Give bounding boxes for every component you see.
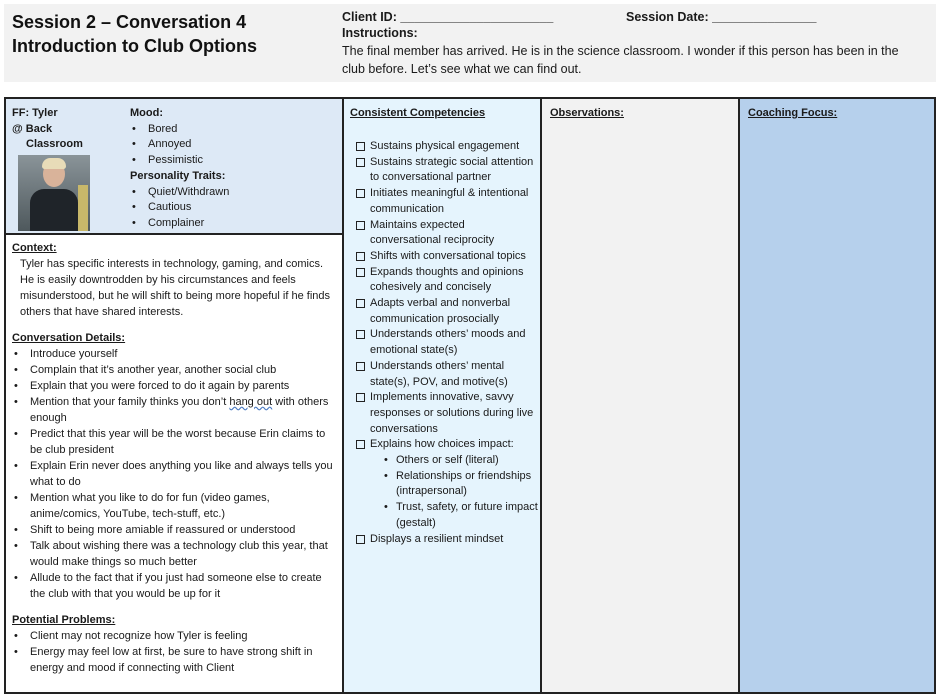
competency-label: Implements innovative, savvy responses or solutions during live conversations bbox=[370, 391, 534, 435]
competency-item bbox=[356, 155, 538, 186]
competency-item bbox=[356, 296, 538, 327]
context-section bbox=[12, 240, 338, 676]
item-text-tail: with others enough bbox=[30, 396, 329, 424]
list-item: • Explain that you were forced to do it again by parents bbox=[12, 378, 338, 394]
competency-label: Sustains physical engagement bbox=[370, 140, 520, 152]
context-text: Tyler has specific interests in technology, gaming, and comics. He is easily downtrodden by his circumstances and feels misunderstood, but he will shift to being more hopeful if he finds others that have shared interests. bbox=[20, 258, 331, 318]
competencies-column bbox=[342, 99, 540, 692]
competency-label: Maintains expected conversational reciprocity bbox=[370, 218, 495, 247]
mood-section bbox=[130, 106, 229, 232]
page-title bbox=[12, 10, 257, 58]
avatar-body bbox=[30, 189, 78, 231]
competency-item bbox=[356, 139, 538, 155]
competencies-list bbox=[356, 139, 538, 547]
coaching-focus-heading: Coaching Focus: bbox=[748, 107, 838, 119]
competency-item bbox=[356, 327, 538, 358]
list-item: • Complainer bbox=[130, 216, 229, 232]
competency-item bbox=[356, 532, 538, 548]
competency-item bbox=[356, 359, 538, 390]
left-column bbox=[6, 99, 342, 692]
ff-line-3: Classroom bbox=[26, 138, 83, 150]
avatar-hair bbox=[42, 158, 66, 169]
list-item: • Shift to being more amiable if reassured or understood bbox=[12, 522, 338, 538]
competency-item bbox=[356, 265, 538, 296]
checkbox[interactable] bbox=[356, 330, 365, 339]
impact-sub-list bbox=[370, 453, 538, 532]
context-heading: Context: bbox=[12, 242, 57, 254]
checkbox[interactable] bbox=[356, 299, 365, 308]
header-panel bbox=[4, 4, 936, 82]
list-item: • Pessimistic bbox=[130, 153, 229, 169]
checkbox[interactable] bbox=[356, 440, 365, 449]
list-item: • Others or self (literal) bbox=[382, 453, 538, 469]
potential-problems-list bbox=[12, 628, 338, 676]
session-date-field: Session Date: _______________ bbox=[626, 10, 817, 24]
competency-label: Understands others’ moods and emotional state(s) bbox=[370, 328, 526, 357]
conversation-details bbox=[12, 330, 338, 602]
competency-item bbox=[356, 249, 538, 265]
potential-problems bbox=[12, 612, 338, 676]
competency-label: Adapts verbal and nonverbal communication prosocially bbox=[370, 297, 511, 325]
instructions-label: Instructions: bbox=[342, 26, 418, 40]
title-line-1: Session 2 – Conversation 4 bbox=[12, 12, 247, 32]
checkbox[interactable] bbox=[356, 362, 365, 371]
checkbox[interactable] bbox=[356, 535, 365, 544]
mood-label: Mood: bbox=[130, 107, 163, 119]
list-item: • Trust, safety, or future impact (gestalt) bbox=[382, 500, 538, 531]
profile-box bbox=[6, 99, 342, 235]
mood-list bbox=[130, 122, 229, 169]
competency-label: Explains how choices impact: bbox=[370, 438, 514, 451]
checkbox[interactable] bbox=[356, 268, 365, 277]
checkbox[interactable] bbox=[356, 221, 365, 230]
list-item: • Complain that it’s another year, another social club bbox=[12, 362, 338, 378]
list-item: • Explain Erin never does anything you like and always tells you what to do bbox=[12, 458, 338, 490]
list-item: • Predict that this year will be the worst because Erin claims to be club president bbox=[12, 426, 338, 458]
ff-line-2: @ Back bbox=[12, 122, 53, 135]
checkbox[interactable] bbox=[356, 158, 365, 167]
competency-label: Initiates meaningful & intentional communication bbox=[370, 187, 529, 215]
spellcheck-underlined-text: hang out bbox=[229, 396, 273, 408]
checkbox[interactable] bbox=[356, 189, 365, 198]
item-text: Mention that your family thinks you don’t bbox=[30, 396, 230, 408]
potential-problems-heading: Potential Problems: bbox=[12, 614, 116, 626]
list-item: • Bored bbox=[130, 122, 229, 138]
conversation-details-list bbox=[12, 346, 338, 602]
list-item: • Talk about wishing there was a technology club this year, that would make things so much better bbox=[12, 538, 338, 570]
coaching-focus-column[interactable] bbox=[738, 99, 934, 692]
observations-column[interactable] bbox=[540, 99, 738, 692]
competency-label: Expands thoughts and opinions cohesively and concisely bbox=[370, 265, 524, 294]
competency-label: Shifts with conversational topics bbox=[370, 249, 526, 262]
list-item: • Annoyed bbox=[130, 137, 229, 153]
avatar-side-object bbox=[78, 185, 88, 231]
competency-label: Sustains strategic social attention to conversational partner bbox=[370, 155, 534, 184]
traits-list bbox=[130, 185, 229, 232]
list-item: • Quiet/Withdrawn bbox=[130, 185, 229, 201]
observations-heading: Observations: bbox=[550, 107, 624, 119]
ff-line-1: FF: Tyler bbox=[12, 107, 58, 119]
conversation-details-heading: Conversation Details: bbox=[12, 332, 126, 344]
list-item: • Client may not recognize how Tyler is feeling bbox=[12, 628, 338, 644]
list-item: • Cautious bbox=[130, 200, 229, 216]
avatar bbox=[18, 155, 90, 231]
ff-label bbox=[12, 106, 83, 153]
list-item bbox=[12, 394, 338, 426]
competency-item bbox=[356, 437, 538, 531]
competency-item bbox=[356, 390, 538, 437]
competency-item bbox=[356, 186, 538, 217]
list-item: • Allude to the fact that if you just had someone else to create the club with that you would be up for it bbox=[12, 570, 338, 602]
checkbox[interactable] bbox=[356, 142, 365, 151]
checkbox[interactable] bbox=[356, 252, 365, 261]
competency-label: Displays a resilient mindset bbox=[370, 532, 504, 545]
list-item: • Energy may feel low at first, be sure to have strong shift in energy and mood if connecting with Client bbox=[12, 644, 338, 676]
title-line-2: Introduction to Club Options bbox=[12, 36, 257, 56]
list-item: • Introduce yourself bbox=[12, 346, 338, 362]
traits-label: Personality Traits: bbox=[130, 169, 226, 182]
list-item: • Mention what you like to do for fun (video games, anime/comics, YouTube, tech-stuff, etc.) bbox=[12, 490, 338, 522]
competencies-heading: Consistent Competencies bbox=[350, 107, 486, 119]
instructions-text: The final member has arrived. He is in the science classroom. I wonder if this person has been in the club before. Let’s see what we can find out. bbox=[342, 44, 899, 76]
list-item: • Relationships or friendships (intrapersonal) bbox=[382, 469, 538, 500]
session-grid bbox=[4, 97, 936, 694]
competency-label: Understands others’ mental state(s), POV, and motive(s) bbox=[370, 359, 508, 388]
client-id-field: Client ID: ______________________ bbox=[342, 10, 554, 24]
checkbox[interactable] bbox=[356, 393, 365, 402]
competency-item bbox=[356, 218, 538, 249]
